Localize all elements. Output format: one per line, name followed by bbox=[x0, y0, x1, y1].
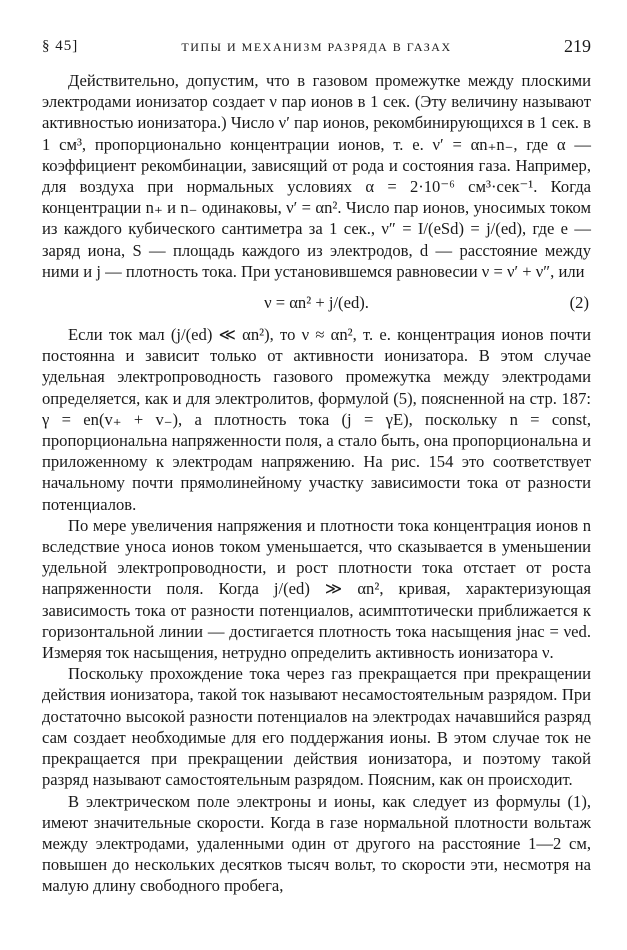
section-marker: § 45] bbox=[42, 38, 79, 54]
paragraph: По мере увеличения напряжения и плотности тока концентрация ионов n вследствие уноса ионов током уменьшается, что сказывается в уменьшении удельной электропроводности, и рост плотности тока отстает от роста напряженности поля. Когда j/(ed) ≫ αn², кривая, характеризующая зависимость тока от разности потенциалов, асимптотически приближается к горизонтальной линии — достигается плотность тока насыщения jнас = νed. Измеряя ток насыщения, нетрудно определить активность ионизатора ν. bbox=[42, 515, 591, 663]
equation-2 bbox=[42, 282, 591, 324]
main-text bbox=[42, 70, 591, 897]
paragraph: Поскольку прохождение тока через газ прекращается при прекращении действия ионизатора, такой ток называют несамостоятельным разрядом. При достаточно высокой разности потенциалов на электродах начавшийся разряд сам создает необходимые для его поддержания ионы. В этом случае ток не прекращается при прекращении действия ионизатора, и поэтому такой разряд называют самостоятельным разрядом. Поясним, как он происходит. bbox=[42, 664, 591, 790]
paragraph: Действительно, допустим, что в газовом промежутке между плоскими электродами ионизатор создает ν пар ионов в 1 сек. (Эту величину называют активностью ионизатора.) Число ν′ пар ионов, рекомбинирующихся в 1 сек. в 1 см³, пропорционально концентрации ионов, т. е. ν′ = αn₊n₋, где α — коэффициент рекомбинации, зависящий от рода и состояния газа. Например, для воздуха при нормальных условиях α = 2·10⁻⁶ см³·сек⁻¹. Когда концентрации n₊ и n₋ одинаковы, ν′ = αn². Число пар ионов, уносимых током из каждого кубического сантиметра за 1 сек., ν″ = I/(eSd) = j/(ed), где e — заряд иона, S — площадь каждого из электродов, d — расстояние между ними и j — плотность тока. При установившемся равновесии ν = ν′ + ν″, или bbox=[42, 71, 591, 281]
running-header bbox=[42, 32, 591, 58]
paragraph: В электрическом поле электроны и ионы, как следует из формулы (1), имеют значительные скорости. Когда в газе нормальной плотности вольтаж между электродами, удаленными один от другого на расстояние 1—2 см, повышен до нескольких десятков тысяч вольт, то скорости эти, несмотря на малую длину свободного пробега, bbox=[42, 791, 591, 896]
paragraph: Если ток мал (j/(ed) ≪ αn²), то ν ≈ αn², т. е. концентрация ионов почти постоянна и зависит только от активности ионизатора. В этом случае удельная электропроводность газового промежутка между электродами определяется, как и для электролитов, формулой (5), поясненной на стр. 187: γ = en(v₊ + v₋), а плотность тока (j = γE), поскольку n = const, пропорциональна напряженности поля, а стало быть, она пропорциональна и приложенному к электродам напряжению. На рис. 154 это соответствует начальному почти прямолинейному участку зависимости тока от разности потенциалов. bbox=[42, 325, 591, 514]
chapter-title: ТИПЫ И МЕХАНИЗМ РАЗРЯДА В ГАЗАХ bbox=[181, 40, 452, 54]
page-number: 219 bbox=[564, 36, 591, 56]
equation-number: (2) bbox=[569, 293, 589, 313]
equation-formula: ν = αn² + j/(ed). bbox=[264, 293, 369, 313]
